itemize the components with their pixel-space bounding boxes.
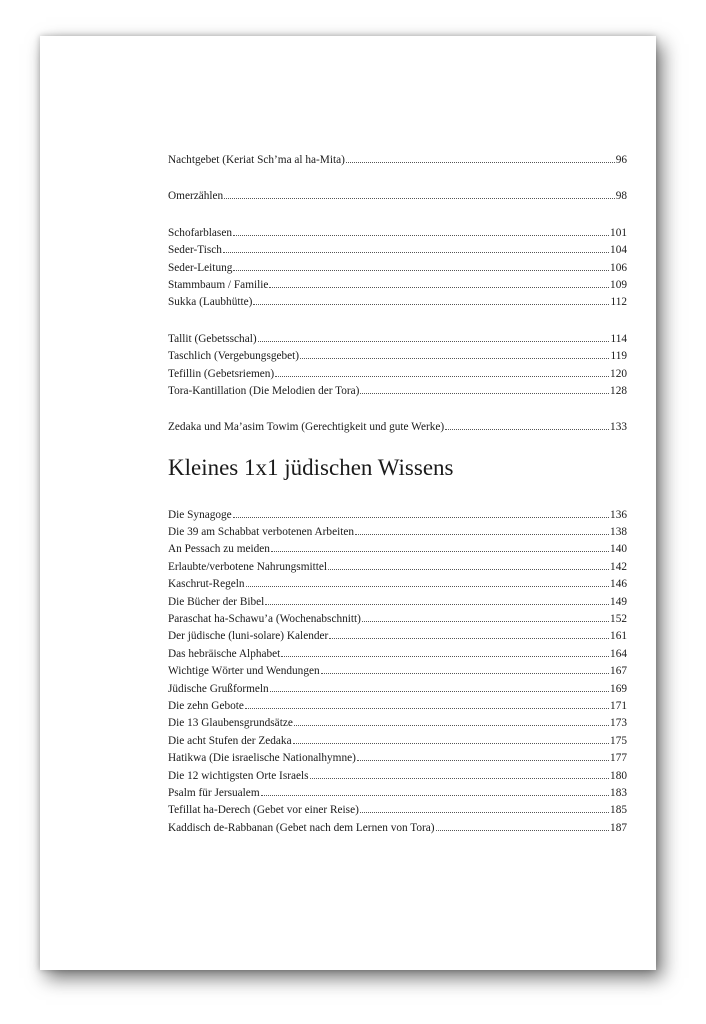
dot-leader [246,585,610,587]
dot-leader [329,637,609,639]
toc-entry-title: Stammbaum / Familie [168,278,269,291]
toc-entry-title: Die 13 Glaubensgrundsätze [168,717,293,730]
toc-entry-page: 128 [610,384,627,397]
toc-entry [168,559,627,576]
toc-entry-title: Taschlich (Vergebungsgebet) [168,350,300,363]
dot-leader [360,811,609,813]
toc-entry-title: Erlaubte/verbotene Nahrungsmittel [168,560,328,573]
toc-entry-page: 114 [610,332,627,345]
dot-leader [245,707,609,709]
toc-entry-title: Paraschat ha-Schawu’a (Wochenabschnitt) [168,613,361,626]
toc-entry-page: 146 [610,578,627,591]
toc-entry-title: Schofarblasen [168,226,232,239]
toc-entry-title: Die zehn Gebote [168,699,244,712]
toc-entry-title: Omerzählen [168,190,224,203]
toc-entry [168,768,627,785]
toc-entry-page: 109 [610,278,627,291]
toc-entry-page: 167 [610,665,627,678]
toc-entry-page: 98 [615,190,627,203]
toc-section-entries [168,507,627,837]
toc-entry-title: Seder-Tisch [168,244,222,257]
dot-leader [271,550,609,552]
toc-entry-title: Das hebräische Alphabet [168,647,281,660]
toc-entry [168,715,627,732]
toc-entry-title: Tefillat ha-Derech (Gebet vor einer Reise) [168,804,359,817]
dot-leader [360,392,609,394]
toc-entry-page: 185 [610,804,627,817]
dot-leader [223,251,609,253]
toc-entry [168,750,627,767]
dot-leader [355,533,609,535]
toc-entry-title: Nachtgebet (Keriat Sch’ma al ha-Mita) [168,154,345,166]
toc-entry-page: 161 [610,630,627,643]
toc-entry-page: 180 [610,769,627,782]
toc-entry-title: Die 39 am Schabbat verbotenen Arbeiten [168,526,355,539]
toc-entry [168,294,627,311]
toc-entry-title: Tefillin (Gebetsriemen) [168,367,275,380]
toc-entry [168,646,627,663]
toc-entry [168,260,627,277]
toc-entry [168,628,627,645]
toc-entry-page: 177 [610,752,627,765]
dot-leader [362,620,609,622]
table-of-contents [168,152,627,837]
toc-entry-page: 175 [610,734,627,747]
dot-leader [321,672,609,674]
toc-entry [168,663,627,680]
toc-entry [168,785,627,802]
toc-entry [168,419,627,436]
toc-entry-title: Die Synagoge [168,508,232,521]
toc-entry [168,366,627,383]
toc-entry-page: 142 [610,560,627,573]
toc-entry [168,225,627,242]
toc-entry-page: 104 [610,244,627,257]
toc-entry-title: Sukka (Laubhütte) [168,296,253,309]
toc-entry-page: 101 [610,226,627,239]
dot-leader [293,742,609,744]
toc-entry-page: 152 [610,613,627,626]
toc-entry-title: Die 12 wichtigsten Orte Israels [168,769,309,782]
dot-leader [445,428,609,430]
dot-leader [258,340,610,342]
toc-entry-title: Kaschrut-Regeln [168,578,245,591]
toc-entry-page: 183 [610,786,627,799]
toc-entry-page: 138 [610,526,627,539]
toc-group-4 [168,331,627,401]
toc-entry-page: 106 [610,261,627,274]
toc-entry [168,576,627,593]
toc-entry-title: Wichtige Wörter und Wendungen [168,665,320,678]
dot-leader [346,161,615,163]
toc-entry [168,152,627,169]
toc-entry [168,820,627,837]
toc-entry [168,698,627,715]
toc-entry [168,383,627,400]
dot-leader [436,829,609,831]
toc-entry [168,541,627,558]
dot-leader [233,269,609,271]
dot-leader [294,724,609,726]
toc-entry-title: Die Bücher der Bibel [168,595,265,608]
dot-leader [269,286,609,288]
dot-leader [281,655,609,657]
dot-leader [357,759,609,761]
toc-entry-title: Tallit (Gebetsschal) [168,332,257,345]
dot-leader [310,777,610,779]
toc-entry-page: 149 [610,595,627,608]
dot-leader [261,794,609,796]
toc-entry [168,681,627,698]
dot-leader [233,516,609,518]
dot-leader [270,690,609,692]
dot-leader [265,603,609,605]
toc-entry-title: Tora-Kantillation (Die Melodien der Tora) [168,384,360,397]
toc-entry-page: 133 [610,421,627,434]
toc-entry-title: Zedaka und Ma’asim Towim (Gerechtigkeit und gute Werke) [168,421,445,434]
toc-entry-page: 171 [610,699,627,712]
toc-entry-title: Kaddisch de-Rabbanan (Gebet nach dem Lernen von Tora) [168,821,435,834]
toc-entry-title: Hatikwa (Die israelische Nationalhymne) [168,752,356,765]
section-heading: Kleines 1x1 jüdischen Wissens [168,454,454,480]
toc-entry-title: Die acht Stufen der Zedaka [168,734,292,747]
toc-entry-page: 173 [610,717,627,730]
toc-group-1 [168,152,627,169]
toc-entry [168,348,627,365]
dot-leader [275,375,609,377]
toc-entry-title: Jüdische Grußformeln [168,682,269,695]
toc-entry-title: Seder-Leitung [168,261,233,274]
toc-entry [168,802,627,819]
toc-entry [168,331,627,348]
toc-entry [168,594,627,611]
toc-entry-page: 140 [610,543,627,556]
document-page [40,36,656,970]
toc-entry-page: 187 [610,821,627,834]
dot-leader [233,234,609,236]
toc-entry-title: Psalm für Jersualem [168,786,260,799]
toc-group-5 [168,419,627,436]
toc-entry [168,524,627,541]
dot-leader [224,197,615,199]
toc-entry-page: 164 [610,647,627,660]
toc-entry-title: An Pessach zu meiden [168,543,270,556]
toc-entry-page: 136 [610,508,627,521]
toc-entry-page: 169 [610,682,627,695]
toc-entry [168,507,627,524]
toc-entry-page: 120 [610,367,627,380]
toc-entry [168,188,627,205]
dot-leader [253,303,609,305]
toc-group-2 [168,188,627,205]
toc-entry [168,277,627,294]
dot-leader [328,568,609,570]
toc-entry-page: 119 [610,350,627,363]
toc-entry-page: 96 [615,154,627,166]
toc-entry [168,242,627,259]
toc-entry [168,733,627,750]
toc-entry [168,611,627,628]
toc-group-3 [168,225,627,312]
toc-entry-page: 112 [610,296,627,309]
dot-leader [300,357,609,359]
toc-entry-title: Der jüdische (luni-solare) Kalender [168,630,329,643]
